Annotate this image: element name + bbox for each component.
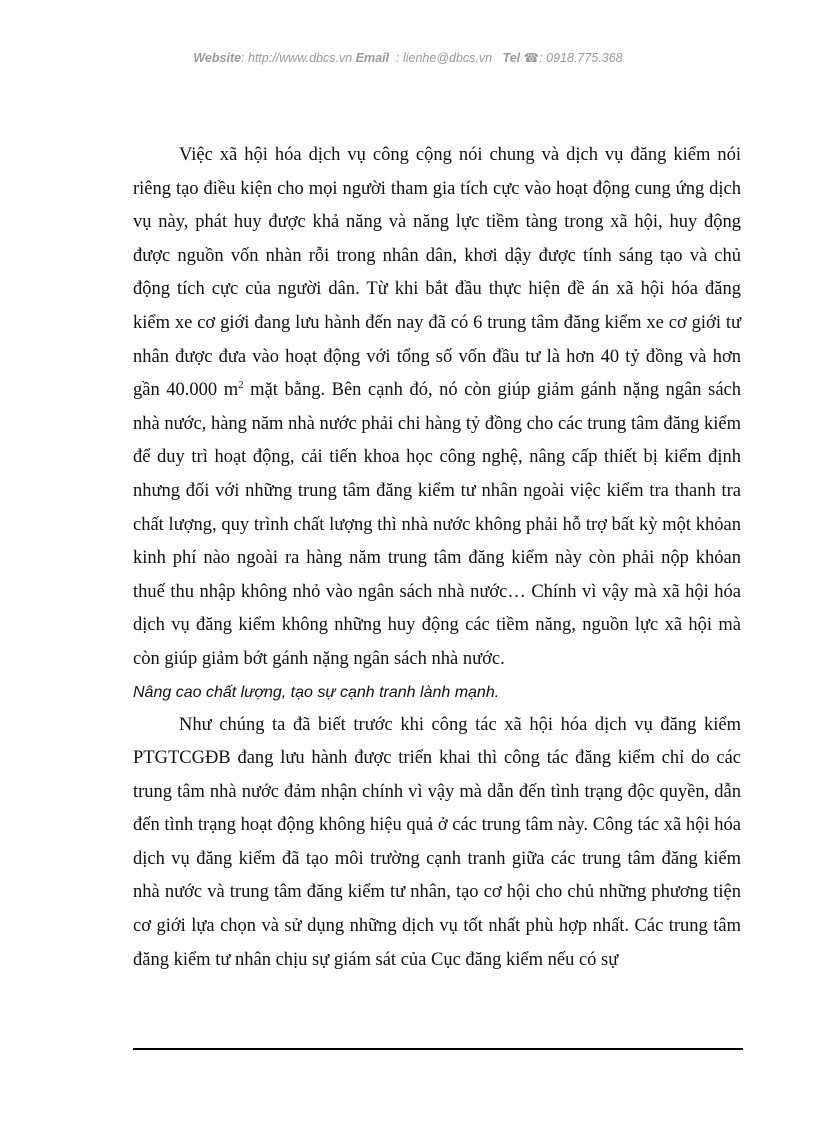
website-value: : http://www.dbcs.vn [241,51,353,65]
paragraph-1 [133,139,741,677]
paragraph-1-text-a: Việc xã hội hóa dịch vụ công cộng nói chung và dịch vụ đăng kiểm nói riêng tạo điều kiện cho mọi người tham gia tích cực vào hoạt động cung ứng dịch vụ này, phát huy được khả năng và năng lực tiềm tàng trong xã hội, huy động được nguồn vốn nhàn rỗi trong nhân dân, khơi dậy được tính sáng tạo và chủ động tích cực của người dân. Từ khi bắt đầu thực hiện đề án xã hội hóa đăng kiểm xe cơ giới đang lưu hành đến nay đã có 6 trung tâm đăng kiểm xe cơ giới tư nhân được đưa vào hoạt động với tổng số vốn đầu tư là hơn 40 tỷ đồng và hơn gần 40.000 m [133,145,741,401]
document-body [133,139,741,977]
paragraph-1-text-b: mặt bằng. Bên cạnh đó, nó còn giúp giảm gánh nặng ngân sách nhà nước, hàng năm nhà nước phải chi hàng tỷ đồng cho các trung tâm đăng kiểm để duy trì hoạt động, cải tiến khoa học công nghệ, nâng cấp thiết bị kiểm định nhưng đối với những trung tâm đăng kiểm tư nhân ngoài việc kiểm tra thanh tra chất lượng, quy trình chất lượng thì nhà nước không phải hỗ trợ bất kỳ một khỏan kinh phí nào ngoài ra hàng năm trung tâm đăng kiểm này còn phải nộp khỏan thuế thu nhập không nhỏ vào ngân sách nhà nước… Chính vì vậy mà xã hội hóa dịch vụ đăng kiểm không những huy động các tiềm năng, nguồn lực xã hội mà còn giúp giảm bớt gánh nặng ngân sách nhà nước. [133,380,741,669]
phone-icon: ☎ [523,51,540,65]
website-label: Website [193,51,242,65]
superscript-2: 2 [238,379,244,391]
section-heading: Nâng cao chất lượng, tạo sự cạnh tranh lành mạnh. [133,683,500,701]
page-header [0,50,816,65]
email-value: : lienhe@dbcs.vn [396,51,493,65]
paragraph-2: Như chúng ta đã biết trước khi công tác xã hội hóa dịch vụ đăng kiểm PTGTCGĐB đang lưu hành được triển khai thì công tác đăng kiểm chỉ do các trung tâm nhà nước đảm nhận chính vì vậy mà dẫn đến tình trạng độc quyền, dẫn đến tình trạng hoạt động không hiệu quả ở các trung tâm này. Công tác xã hội hóa dịch vụ đăng kiểm đã tạo môi trường cạnh tranh giữa các trung tâm đăng kiểm nhà nước và trung tâm đăng kiểm tư nhân, tạo cơ hội cho chủ những phương tiện cơ giới lựa chọn và sử dụng những dịch vụ tốt nhất phù hợp nhất. Các trung tâm đăng kiểm tư nhân chịu sự giám sát của Cục đăng kiểm nếu có sự [133,714,741,970]
tel-label: Tel [502,51,521,65]
footer-divider [133,1048,743,1050]
tel-value: : 0918.775.368 [539,51,623,65]
email-label: Email [355,51,390,65]
